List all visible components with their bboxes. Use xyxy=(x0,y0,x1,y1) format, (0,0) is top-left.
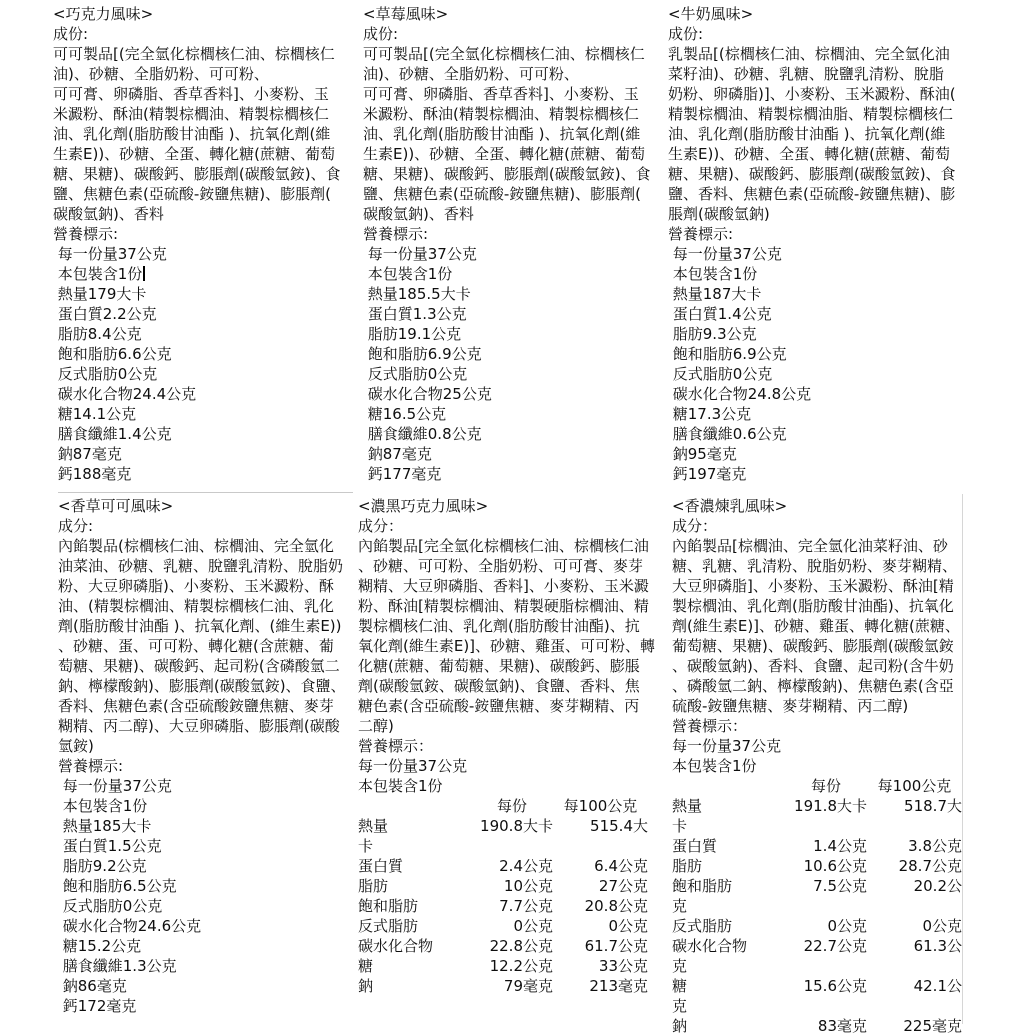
nutrition-line: 熱量185.5大卡 xyxy=(363,285,471,303)
per-100g-value: 0公克 xyxy=(922,917,962,935)
ingredient-line: 糖、果糖)、碳酸鈣、膨脹劑(碳酸氫銨)、食 xyxy=(53,165,341,183)
nutrition-table xyxy=(358,796,650,996)
nutrition-lines xyxy=(363,244,675,484)
nutrition-label: 營養標示： xyxy=(358,737,434,755)
nutrition-table-header xyxy=(358,796,650,816)
ingredient-line: 碳酸氫鈉)、香料 xyxy=(53,205,164,223)
nutrient-label: 糖 xyxy=(358,957,374,975)
nutrition-lines xyxy=(53,244,365,484)
nutrition-line: 鈉87毫克 xyxy=(53,445,122,463)
flavor-section-6 xyxy=(672,496,984,1036)
ingredients-label: 成份: xyxy=(363,25,399,43)
per-100g-value: 61.7公克 xyxy=(584,937,648,955)
ingredient-line: 劑(碳酸氫銨、碳酸氫鈉)、食鹽、香料、焦 xyxy=(358,677,640,695)
per-serving-value: 83毫克 xyxy=(817,1017,867,1035)
nutrition-label: 營養標示: xyxy=(58,757,124,775)
per-serving-value: 1.4公克 xyxy=(813,837,867,855)
nutrition-table-row xyxy=(672,796,964,816)
ingredient-line: 大豆卵磷脂]、小麥粉、玉米澱粉、酥油[精 xyxy=(672,577,954,595)
ingredient-line: 鹽、香料、焦糖色素(亞硫酸-銨鹽焦糖)、膨 xyxy=(668,185,956,203)
nutrition-line: 蛋白質1.5公克 xyxy=(58,837,162,855)
ingredient-line: 糖、乳糖、乳清粉、脫脂奶粉、麥芽糊精、 xyxy=(672,557,958,575)
per-serving-value: 15.6公克 xyxy=(803,977,867,995)
ingredient-line: 糖色素(含亞硫酸-銨鹽焦糖、麥芽糊精、丙 xyxy=(358,697,640,715)
ingredient-line: 、砂糖、可可粉、全脂奶粉、可可膏、麥芽 xyxy=(358,557,644,575)
nutrition-line: 反式脂肪0公克 xyxy=(53,365,158,383)
nutrition-label: 營養標示: xyxy=(668,225,734,243)
ingredient-lines xyxy=(53,44,365,224)
ingredient-line: 生素E))、砂糖、全蛋、轉化糖(蔗糖、葡萄 xyxy=(363,145,646,163)
nutrition-line: 鈣177毫克 xyxy=(363,465,442,483)
nutrition-table-row xyxy=(358,896,650,916)
ingredient-line: 菜籽油)、砂糖、乳糖、脫鹽乳清粉、脫脂 xyxy=(668,65,944,83)
nutrition-table-row xyxy=(672,856,964,876)
nutrition-table-row xyxy=(358,816,650,836)
nutrition-table-row xyxy=(358,916,650,936)
ingredients-label: 成分： xyxy=(358,517,404,535)
ingredient-line: 可可膏、卵磷脂、香草香料]、小麥粉、玉 xyxy=(53,85,329,103)
nutrition-line: 每一份量37公克 xyxy=(358,757,468,775)
ingredient-line: 氫銨) xyxy=(58,737,94,755)
ingredient-line: 脹劑(碳酸氫鈉) xyxy=(668,205,770,223)
nutrition-line: 鈣188毫克 xyxy=(53,465,132,483)
ingredient-line: 鹽、焦糖色素(亞硫酸-銨鹽焦糖)、膨脹劑( xyxy=(53,185,331,203)
nutrition-line: 每一份量37公克 xyxy=(668,245,782,263)
ingredient-line: 糖、果糖)、碳酸鈣、膨脹劑(碳酸氫銨)、食 xyxy=(668,165,956,183)
nutrition-label: 營養標示: xyxy=(363,225,429,243)
ingredient-line: 內餡製品[棕櫚油、完全氫化油菜籽油、砂 xyxy=(672,537,948,555)
per-100g-value: 213毫克 xyxy=(589,977,648,995)
nutrient-label: 糖 xyxy=(672,977,688,995)
ingredient-line: 米澱粉、酥油(精製棕櫚油、精製棕櫚核仁 xyxy=(363,105,639,123)
section-title: <巧克力風味> xyxy=(53,5,154,23)
nutrition-table-row xyxy=(672,836,964,856)
ingredient-line: 奶粉、卵磷脂)]、小麥粉、玉米澱粉、酥油( xyxy=(668,85,956,103)
ingredient-line: 鈉、檸檬酸鈉)、膨脹劑(碳酸氫銨)、食鹽、 xyxy=(58,677,346,695)
nutrition-line: 碳水化合物24.4公克 xyxy=(53,385,197,403)
nutrient-label: 脂肪 xyxy=(672,857,703,875)
nutrient-label: 脂肪 xyxy=(358,877,389,895)
ingredient-line: 可可膏、卵磷脂、香草香料]、小麥粉、玉 xyxy=(363,85,639,103)
ingredient-line: 生素E))、砂糖、全蛋、轉化糖(蔗糖、葡萄 xyxy=(53,145,336,163)
per-100g-value: 518.7大 xyxy=(904,797,962,815)
nutrition-line: 每一份量37公克 xyxy=(363,245,477,263)
nutrition-line: 膳食纖維0.6公克 xyxy=(668,425,787,443)
ingredient-line: 米澱粉、酥油(精製棕櫚油、精製棕櫚核仁 xyxy=(53,105,329,123)
per-serving-value: 10公克 xyxy=(503,877,553,895)
ingredient-line: 乳製品[(棕櫚核仁油、棕櫚油、完全氫化油 xyxy=(668,45,950,63)
flavor-section-4 xyxy=(58,496,370,1016)
nutrition-line: 脂肪19.1公克 xyxy=(363,325,462,343)
nutrition-line: 本包裝含1份 xyxy=(672,757,757,775)
per-100g-value: 33公克 xyxy=(598,957,648,975)
ingredient-line: 油、乳化劑(脂肪酸甘油酯 )、抗氧化劑(維 xyxy=(668,125,946,143)
nutrition-line: 蛋白質1.4公克 xyxy=(668,305,772,323)
flavor-section-5 xyxy=(358,496,670,996)
nutrition-line: 鈣172毫克 xyxy=(58,997,137,1015)
ingredient-line: 油)、砂糖、全脂奶粉、可可粉、 xyxy=(53,65,269,83)
nutrition-lines xyxy=(672,736,984,776)
per-serving-value: 22.7公克 xyxy=(803,937,867,955)
ingredient-lines xyxy=(668,44,980,224)
ingredient-line: 、砂糖、蛋、可可粉、轉化糖(含蔗糖、葡 xyxy=(58,637,334,655)
nutrition-line: 本包裝含1份 xyxy=(358,777,443,795)
nutrition-line: 本包裝含1份 xyxy=(668,265,758,283)
nutrition-table-row xyxy=(672,876,964,896)
ingredient-line: 製棕櫚油、乳化劑(脂肪酸甘油酯)、抗氧化 xyxy=(672,597,954,615)
nutrient-label: 反式脂肪 xyxy=(358,917,419,935)
nutrient-label: 熱量 xyxy=(672,797,703,815)
per-100g-value: 20.8公克 xyxy=(584,897,648,915)
flavor-section-1 xyxy=(53,4,365,484)
ingredient-lines xyxy=(363,44,675,224)
ingredient-lines xyxy=(358,536,670,736)
nutrition-line: 鈣197毫克 xyxy=(668,465,747,483)
nutrition-lines xyxy=(58,776,370,1016)
ingredient-line: 氧化劑(維生素E)]、砂糖、雞蛋、可可粉、轉 xyxy=(358,637,656,655)
nutrition-line: 熱量179大卡 xyxy=(53,285,147,303)
nutrient-label: 碳水化合物 xyxy=(672,937,748,955)
nutrition-line: 本包裝含1份 xyxy=(363,265,453,283)
ingredient-line: 劑(脂肪酸甘油酯 )、抗氧化劑、(維生素E)) xyxy=(58,617,342,635)
text-caret xyxy=(143,266,145,281)
nutrition-line: 反式脂肪0公克 xyxy=(668,365,773,383)
per-serving-value: 0公克 xyxy=(513,917,553,935)
per-100g-header: 每100公克 xyxy=(877,777,952,795)
ingredient-line: 劑(維生素E)]、砂糖、雞蛋、轉化糖(蔗糖、 xyxy=(672,617,960,635)
ingredient-line: 二醇) xyxy=(358,717,394,735)
per-serving-value: 7.7公克 xyxy=(499,897,553,915)
nutrition-table-row xyxy=(672,976,964,996)
nutrition-line: 糖14.1公克 xyxy=(53,405,137,423)
ingredient-line: 油、乳化劑(脂肪酸甘油酯 )、抗氧化劑(維 xyxy=(53,125,331,143)
ingredient-line: 香料、焦糖色素(含亞硫酸銨鹽焦糖、麥芽 xyxy=(58,697,334,715)
ingredient-line: 油、乳化劑(脂肪酸甘油酯 )、抗氧化劑(維 xyxy=(363,125,641,143)
section-title: <草莓風味> xyxy=(363,5,449,23)
ingredients-label: 成分： xyxy=(672,517,718,535)
ingredient-line: 生素E))、砂糖、全蛋、轉化糖(蔗糖、葡萄 xyxy=(668,145,951,163)
per-serving-value: 12.2公克 xyxy=(489,957,553,975)
nutrition-line: 本包裝含1份 xyxy=(58,797,148,815)
nutrient-label: 反式脂肪 xyxy=(672,917,733,935)
ingredient-line: 內餡製品(棕櫚核仁油、棕櫚油、完全氫化 xyxy=(58,537,334,555)
nutrition-line: 每一份量37公克 xyxy=(53,245,167,263)
ingredients-label: 成份: xyxy=(668,25,704,43)
section-title: <牛奶風味> xyxy=(668,5,754,23)
nutrition-line: 碳水化合物25公克 xyxy=(363,385,492,403)
ingredient-line: 粉、大豆卵磷脂)、小麥粉、玉米澱粉、酥 xyxy=(58,577,334,595)
nutrition-table-row xyxy=(358,956,650,976)
flavor-section-3 xyxy=(668,4,980,484)
ingredients-label: 成分: xyxy=(58,517,94,535)
ingredient-line: 可可製品[(完全氫化棕櫚核仁油、棕櫚核仁 xyxy=(53,45,335,63)
wrapped-unit-line: 克 xyxy=(672,997,688,1015)
per-serving-value: 191.8大卡 xyxy=(794,797,867,815)
ingredient-line: 糊精、丙二醇)、大豆卵磷脂、膨脹劑(碳酸 xyxy=(58,717,340,735)
nutrient-label: 飽和脂肪 xyxy=(358,897,419,915)
per-100g-value: 20.2公 xyxy=(913,877,962,895)
per-serving-header: 每份 xyxy=(496,797,527,815)
nutrition-line: 鈉87毫克 xyxy=(363,445,432,463)
per-100g-value: 61.3公 xyxy=(913,937,962,955)
ingredient-line: 糖、果糖)、碳酸鈣、膨脹劑(碳酸氫銨)、食 xyxy=(363,165,651,183)
nutrition-line: 膳食纖維0.8公克 xyxy=(363,425,482,443)
flavor-section-2 xyxy=(363,4,675,484)
ingredient-lines xyxy=(58,536,370,756)
nutrition-line: 蛋白質1.3公克 xyxy=(363,305,467,323)
ingredient-line: 可可製品[(完全氫化棕櫚核仁油、棕櫚核仁 xyxy=(363,45,645,63)
ingredient-line: 精製棕櫚油、精製棕櫚油脂、精製棕櫚核仁 xyxy=(668,105,954,123)
nutrition-line: 本包裝含1份 xyxy=(53,264,365,284)
table-border-horizontal xyxy=(58,492,353,493)
per-serving-value: 7.5公克 xyxy=(813,877,867,895)
ingredient-line: 鹽、焦糖色素(亞硫酸-銨鹽焦糖)、膨脹劑( xyxy=(363,185,641,203)
nutrition-table-row xyxy=(672,936,964,956)
wrapped-unit-line: 克 xyxy=(672,957,688,975)
nutrient-label: 蛋白質 xyxy=(672,837,718,855)
nutrition-line: 每一份量37公克 xyxy=(58,777,172,795)
nutrition-table-row xyxy=(672,1016,964,1036)
nutrition-line: 鈉95毫克 xyxy=(668,445,737,463)
per-100g-value: 515.4大 xyxy=(590,817,648,835)
nutrition-table-row xyxy=(358,856,650,876)
nutrition-table xyxy=(672,776,964,1036)
ingredient-line: 、磷酸氫二鈉、檸檬酸鈉)、焦糖色素(含亞 xyxy=(672,677,954,695)
nutrition-label: 營養標示: xyxy=(53,225,119,243)
per-100g-value: 225毫克 xyxy=(903,1017,962,1035)
nutrition-lines xyxy=(358,756,670,796)
section-title: <香濃煉乳風味> xyxy=(672,497,788,515)
ingredient-line: 油)、砂糖、全脂奶粉、可可粉、 xyxy=(363,65,579,83)
nutrient-label: 飽和脂肪 xyxy=(672,877,733,895)
nutrition-line: 糖16.5公克 xyxy=(363,405,447,423)
wrapped-unit-line: 卡 xyxy=(358,837,374,855)
ingredient-lines xyxy=(672,536,984,716)
nutrition-line: 熱量185大卡 xyxy=(58,817,152,835)
nutrition-line: 飽和脂肪6.6公克 xyxy=(53,345,172,363)
nutrition-line: 反式脂肪0公克 xyxy=(58,897,163,915)
per-100g-value: 3.8公克 xyxy=(908,837,962,855)
nutrient-label: 鈉 xyxy=(672,1017,688,1035)
wrapped-unit-line: 克 xyxy=(672,897,688,915)
ingredient-line: 葡萄糖、果糖)、碳酸鈣、膨脹劑(碳酸氫銨 xyxy=(672,637,954,655)
nutrition-line: 反式脂肪0公克 xyxy=(363,365,468,383)
nutrition-line: 脂肪8.4公克 xyxy=(53,325,142,343)
per-100g-value: 6.4公克 xyxy=(594,857,648,875)
ingredient-line: 碳酸氫鈉)、香料 xyxy=(363,205,474,223)
per-100g-value: 42.1公 xyxy=(913,977,962,995)
ingredient-line: 內餡製品[完全氫化棕櫚核仁油、棕櫚核仁油 xyxy=(358,537,649,555)
nutrient-label: 蛋白質 xyxy=(358,857,404,875)
section-title: <香草可可風味> xyxy=(58,497,174,515)
per-100g-value: 0公克 xyxy=(608,917,648,935)
nutrition-line: 飽和脂肪6.5公克 xyxy=(58,877,177,895)
nutrition-table-row xyxy=(358,936,650,956)
ingredient-line: 製棕櫚核仁油、乳化劑(脂肪酸甘油酯)、抗 xyxy=(358,617,640,635)
nutrition-line: 脂肪9.3公克 xyxy=(668,325,757,343)
nutrition-line: 蛋白質2.2公克 xyxy=(53,305,157,323)
ingredient-line: 油菜油、砂糖、乳糖、脫鹽乳清粉、脫脂奶 xyxy=(58,557,344,575)
per-serving-value: 10.6公克 xyxy=(803,857,867,875)
per-serving-header: 每份 xyxy=(810,777,841,795)
ingredients-label: 成份: xyxy=(53,25,89,43)
nutrition-line: 熱量187大卡 xyxy=(668,285,762,303)
per-serving-value: 79毫克 xyxy=(503,977,553,995)
nutrition-lines xyxy=(668,244,980,484)
nutrition-label: 營養標示： xyxy=(672,717,748,735)
nutrient-label: 鈉 xyxy=(358,977,374,995)
nutrition-line: 脂肪9.2公克 xyxy=(58,857,147,875)
per-serving-value: 190.8大卡 xyxy=(480,817,553,835)
nutrition-line: 膳食纖維1.3公克 xyxy=(58,957,177,975)
per-serving-value: 0公克 xyxy=(827,917,867,935)
per-serving-value: 2.4公克 xyxy=(499,857,553,875)
nutrition-line: 飽和脂肪6.9公克 xyxy=(363,345,482,363)
nutrition-line: 鈉86毫克 xyxy=(58,977,127,995)
ingredient-line: 萄糖、果糖)、碳酸鈣、起司粉(含磷酸氫二 xyxy=(58,657,340,675)
nutrition-line: 碳水化合物24.8公克 xyxy=(668,385,812,403)
nutrition-line: 糖15.2公克 xyxy=(58,937,142,955)
ingredient-line: 化糖(蔗糖、葡萄糖、果糖)、碳酸鈣、膨脹 xyxy=(358,657,640,675)
per-serving-value: 22.8公克 xyxy=(489,937,553,955)
ingredient-line: 粉、酥油[精製棕櫚油、精製硬脂棕櫚油、精 xyxy=(358,597,649,615)
nutrition-line: 飽和脂肪6.9公克 xyxy=(668,345,787,363)
section-title: <濃黑巧克力風味> xyxy=(358,497,489,515)
nutrition-table-row xyxy=(672,916,964,936)
nutrient-label: 熱量 xyxy=(358,817,389,835)
nutrient-label: 碳水化合物 xyxy=(358,937,434,955)
nutrition-line: 每一份量37公克 xyxy=(672,737,782,755)
ingredient-line: 硫酸-銨鹽焦糖、麥芽糊精、丙二醇) xyxy=(672,697,909,715)
ingredient-line: 油、(精製棕櫚油、精製棕櫚核仁油、乳化 xyxy=(58,597,334,615)
per-100g-value: 28.7公克 xyxy=(898,857,962,875)
ingredient-line: 糊精、大豆卵磷脂、香料]、小麥粉、玉米澱 xyxy=(358,577,649,595)
per-100g-value: 27公克 xyxy=(598,877,648,895)
nutrition-line: 糖17.3公克 xyxy=(668,405,752,423)
ingredient-line: 、碳酸氫鈉)、香料、食鹽、起司粉(含牛奶 xyxy=(672,657,954,675)
nutrition-table-row xyxy=(358,876,650,896)
nutrition-line: 膳食纖維1.4公克 xyxy=(53,425,172,443)
nutrition-table-header xyxy=(672,776,964,796)
nutrition-line: 碳水化合物24.6公克 xyxy=(58,917,202,935)
wrapped-unit-line: 卡 xyxy=(672,817,688,835)
nutrition-table-row xyxy=(358,976,650,996)
per-100g-header: 每100公克 xyxy=(563,797,638,815)
